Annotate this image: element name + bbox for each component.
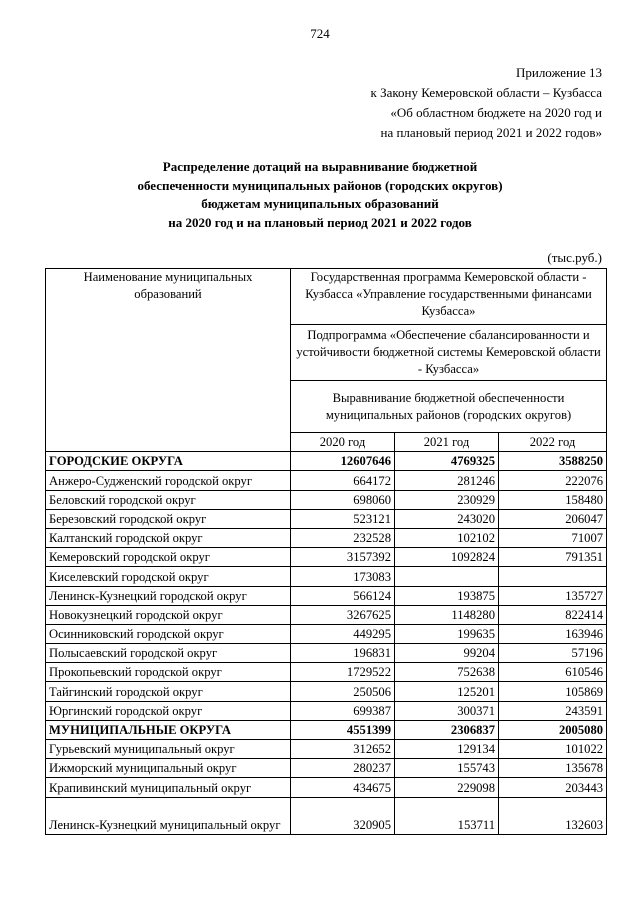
value-2021-cell: 2306837 (395, 720, 499, 739)
municipality-name-cell: Ижморский муниципальный округ (46, 759, 291, 778)
value-2020-cell: 173083 (291, 567, 395, 586)
value-2021-cell: 102102 (395, 528, 499, 547)
value-2021-cell (395, 567, 499, 586)
municipality-name-cell: ГОРОДСКИЕ ОКРУГА (46, 452, 291, 471)
program-header: Государственная программа Кемеровской области - Кузбасса «Управление государственными финансами Кузбасса» (291, 269, 607, 325)
table-row (46, 682, 607, 701)
table-row (46, 624, 607, 643)
municipality-name-cell: Осинниковский городской округ (46, 624, 291, 643)
value-2022-cell: 822414 (499, 605, 607, 624)
value-2022-cell: 101022 (499, 740, 607, 759)
subsidy-table (45, 268, 607, 835)
value-2020-cell: 280237 (291, 759, 395, 778)
municipality-name-cell: Анжеро-Судженский городской округ (46, 471, 291, 490)
table-row (46, 644, 607, 663)
value-2020-cell: 312652 (291, 740, 395, 759)
units-label: (тыс.руб.) (547, 250, 602, 265)
appendix-reference (371, 63, 603, 143)
municipality-name-cell: Крапивинский муниципальный округ (46, 778, 291, 797)
value-2022-cell: 2005080 (499, 720, 607, 739)
value-2021-cell: 125201 (395, 682, 499, 701)
appendix-line-4: на плановый период 2021 и 2022 годов» (380, 125, 602, 140)
year-header-2022: 2022 год (499, 433, 607, 452)
municipality-name-cell: Тайгинский городской округ (46, 682, 291, 701)
value-2020-cell: 698060 (291, 490, 395, 509)
municipality-name-cell: Полысаевский городской округ (46, 644, 291, 663)
value-2020-cell: 3157392 (291, 548, 395, 567)
value-2021-cell: 281246 (395, 471, 499, 490)
table-row (46, 720, 607, 739)
value-2021-cell: 1148280 (395, 605, 499, 624)
title-line-3: бюджетам муниципальных образований (201, 196, 439, 211)
value-2022-cell: 206047 (499, 509, 607, 528)
value-2022-cell: 135727 (499, 586, 607, 605)
column-header-name: Наименование муниципальных образований (46, 269, 291, 452)
value-2021-cell: 1092824 (395, 548, 499, 567)
municipality-name-cell: Калтанский городской округ (46, 528, 291, 547)
equalization-header: Выравнивание бюджетной обеспеченности муниципальных районов (городских округов) (291, 381, 607, 433)
municipality-name-cell: Гурьевский муниципальный округ (46, 740, 291, 759)
municipality-name-cell: МУНИЦИПАЛЬНЫЕ ОКРУГА (46, 720, 291, 739)
value-2021-cell: 99204 (395, 644, 499, 663)
table-row (46, 797, 607, 834)
value-2022-cell: 791351 (499, 548, 607, 567)
table-row (46, 509, 607, 528)
table-row (46, 740, 607, 759)
value-2020-cell: 566124 (291, 586, 395, 605)
table-row (46, 452, 607, 471)
value-2022-cell: 203443 (499, 778, 607, 797)
value-2021-cell: 129134 (395, 740, 499, 759)
table-row (46, 605, 607, 624)
table-row (46, 471, 607, 490)
value-2020-cell: 12607646 (291, 452, 395, 471)
value-2020-cell: 434675 (291, 778, 395, 797)
table-row (46, 567, 607, 586)
table-row (46, 663, 607, 682)
value-2022-cell: 105869 (499, 682, 607, 701)
table-row (46, 586, 607, 605)
value-2021-cell: 230929 (395, 490, 499, 509)
municipality-name-cell: Киселевский городской округ (46, 567, 291, 586)
document-title (0, 158, 640, 232)
value-2020-cell: 232528 (291, 528, 395, 547)
table-row (46, 759, 607, 778)
value-2022-cell: 71007 (499, 528, 607, 547)
value-2021-cell: 243020 (395, 509, 499, 528)
table-row (46, 701, 607, 720)
value-2022-cell: 222076 (499, 471, 607, 490)
municipality-name-cell: Прокопьевский городской округ (46, 663, 291, 682)
value-2021-cell: 153711 (395, 797, 499, 834)
value-2022-cell: 132603 (499, 797, 607, 834)
value-2022-cell: 610546 (499, 663, 607, 682)
value-2022-cell: 57196 (499, 644, 607, 663)
value-2020-cell: 699387 (291, 701, 395, 720)
title-line-2: обеспеченности муниципальных районов (городских округов) (137, 177, 503, 193)
appendix-line-3: «Об областном бюджете на 2020 год и (390, 105, 602, 120)
value-2020-cell: 449295 (291, 624, 395, 643)
value-2021-cell: 193875 (395, 586, 499, 605)
value-2021-cell: 300371 (395, 701, 499, 720)
value-2021-cell: 199635 (395, 624, 499, 643)
year-header-2021: 2021 год (395, 433, 499, 452)
value-2020-cell: 196831 (291, 644, 395, 663)
value-2022-cell: 163946 (499, 624, 607, 643)
value-2022-cell: 243591 (499, 701, 607, 720)
year-header-2020: 2020 год (291, 433, 395, 452)
value-2020-cell: 1729522 (291, 663, 395, 682)
value-2021-cell: 752638 (395, 663, 499, 682)
value-2021-cell: 155743 (395, 759, 499, 778)
value-2020-cell: 664172 (291, 471, 395, 490)
page-number: 724 (310, 26, 330, 41)
municipality-name-cell: Беловский городской округ (46, 490, 291, 509)
value-2022-cell (499, 567, 607, 586)
appendix-line-2: к Закону Кемеровской области – Кузбасса (370, 85, 602, 100)
title-line-4: на 2020 год и на плановый период 2021 и 2022 годов (168, 214, 472, 230)
appendix-line-1: Приложение 13 (515, 65, 602, 80)
value-2020-cell: 250506 (291, 682, 395, 701)
value-2020-cell: 4551399 (291, 720, 395, 739)
municipality-name-cell: Ленинск-Кузнецкий муниципальный округ (46, 797, 291, 834)
value-2020-cell: 523121 (291, 509, 395, 528)
table-row (46, 528, 607, 547)
municipality-name-cell: Березовский городской округ (46, 509, 291, 528)
table-row (46, 778, 607, 797)
subprogram-header: Подпрограмма «Обеспечение сбалансированности и устойчивости бюджетной системы Кемеровской области - Кузбасса» (291, 325, 607, 381)
table-row (46, 490, 607, 509)
municipality-name-cell: Ленинск-Кузнецкий городской округ (46, 586, 291, 605)
value-2020-cell: 320905 (291, 797, 395, 834)
municipality-name-cell: Новокузнецкий городской округ (46, 605, 291, 624)
value-2021-cell: 229098 (395, 778, 499, 797)
table-row (46, 548, 607, 567)
municipality-name-cell: Юргинский городской округ (46, 701, 291, 720)
value-2022-cell: 135678 (499, 759, 607, 778)
value-2022-cell: 158480 (499, 490, 607, 509)
municipality-name-cell: Кемеровский городской округ (46, 548, 291, 567)
value-2021-cell: 4769325 (395, 452, 499, 471)
value-2020-cell: 3267625 (291, 605, 395, 624)
value-2022-cell: 3588250 (499, 452, 607, 471)
title-line-1: Распределение дотаций на выравнивание бюджетной (162, 159, 478, 174)
